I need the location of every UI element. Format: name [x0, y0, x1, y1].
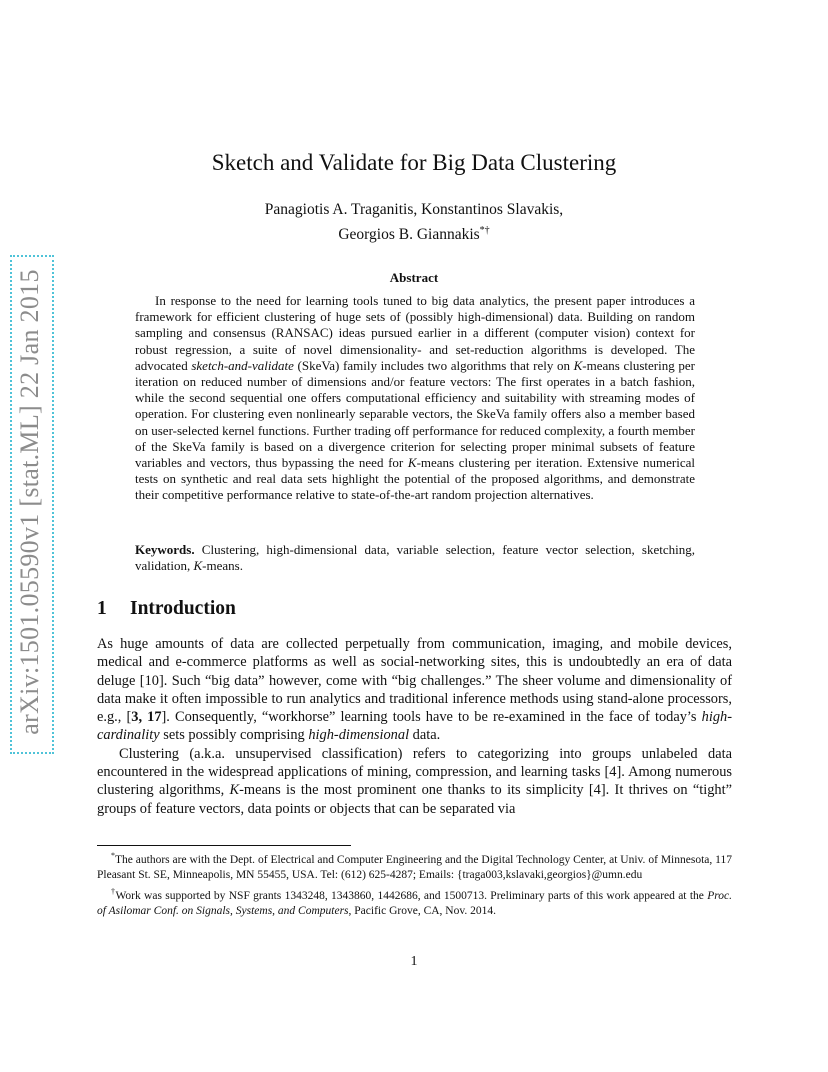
footnote-mark: †	[111, 886, 116, 896]
keywords-math: K	[193, 558, 203, 574]
body-text-run: data.	[409, 727, 441, 744]
footnote-text: , Pacific Grove, CA, Nov. 2014.	[348, 904, 496, 917]
abstract-text: (SkeVa) family includes two algorithms that rely on	[293, 357, 574, 373]
author-line-2	[0, 220, 828, 245]
footnote-mark: *	[111, 851, 115, 860]
author-footnote-marks: *†	[479, 225, 490, 236]
body-paragraph	[97, 745, 732, 818]
author-list	[0, 199, 828, 245]
footnote-text: The authors are with the Dept. of Electrical and Computer Engineering and the Digital Technology Center, at Univ. of Minnesota, 117 Pleasant St. SE, Minneapolis, MN 55455, USA. Tel: (612) 625-4287; Emails: {traga003,kslavaki,georgios}@umn.edu	[97, 853, 732, 881]
abstract-text: -means clustering per iteration. Extensive numerical tests on synthetic and real data sets highlight the potential of the proposed algorithms, and demonstrate their competitive performance relative to state-of-the-art random projection alternatives.	[135, 455, 695, 503]
body-text	[97, 635, 732, 818]
footnotes	[97, 848, 732, 920]
footnote-1	[97, 848, 732, 883]
footnote-emphasis: Proc. of Asilomar Conf. on Signals, Systems, and Computers	[97, 889, 732, 917]
author-line-1: Panagiotis A. Traganitis, Konstantinos Slavakis,	[264, 201, 564, 218]
abstract-text: -means clustering per iteration on reduced number of dimensions and/or feature vectors: The first operates in a batch fashion, while the second sequential one offers computational efficiency and suitability with streaming modes of operation. For clustering even nonlinearly separable vectors, the SkeVa family offers also a member based on user-selected kernel functions. Further trading off performance for reduced complexity, a fourth member of the SkeVa family is based on a divergence criterion for selecting proper minimal subsets of feature variables and vectors, thus bypassing the need for	[135, 357, 695, 471]
footnote-text: Work was supported by NSF grants 1343248, 1343860, 1442686, and 1500713. Preliminary parts of this work appeared at the	[115, 889, 708, 902]
body-emphasis: high-dimensional	[308, 727, 410, 744]
body-text-run: sets possibly comprising	[159, 727, 309, 744]
author-name: Georgios B. Giannakis	[338, 226, 480, 244]
keywords-label: Keywords.	[135, 542, 195, 557]
body-text-run: -means is the most prominent one thanks to its simplicity [4]. It thrives on “tight” groups of feature vectors, data points or objects that can be separated via	[97, 782, 732, 817]
abstract-emphasis: sketch-and-validate	[191, 357, 294, 373]
section-heading	[97, 598, 236, 620]
citation[interactable]: 3, 17	[131, 709, 162, 726]
abstract-math: K	[407, 455, 417, 471]
paper-title: Sketch and Validate for Big Data Clustering	[211, 150, 617, 175]
abstract-math: K	[573, 357, 583, 373]
body-paragraph	[97, 635, 732, 745]
body-text-run: Clustering (a.k.a. unsupervised classification) refers to categorizing into groups unlabeled data encountered in the widespread applications of mining, compression, and learning tasks [4]. Among numerous clustering algorithms,	[97, 745, 732, 799]
keywords-text: -means.	[202, 558, 243, 574]
footnote-rule	[97, 845, 351, 846]
body-math: K	[229, 782, 240, 799]
keywords	[135, 542, 695, 574]
abstract-paragraph	[135, 293, 695, 504]
keywords-text: Clustering, high-dimensional data, variable selection, feature vector selection, sketching, validation,	[135, 542, 695, 574]
abstract-body	[135, 293, 695, 504]
page-number: 1	[410, 954, 418, 969]
arxiv-stamp-text: arXiv:1501.05590v1 [stat.ML] 22 Jan 2015	[15, 269, 44, 735]
abstract-heading: Abstract	[389, 270, 439, 285]
section-title: Introduction	[130, 598, 236, 619]
abstract-text: In response to the need for learning tools tuned to big data analytics, the present paper introduces a framework for efficient clustering of huge sets of (possibly high-dimensional) data. Building on random sampling and consensus (RANSAC) ideas pursued earlier in a different (computer vision) context for robust regression, a suite of novel dimensionality- and set-reduction algorithms is developed. The advocated	[135, 293, 695, 373]
body-text-run: As huge amounts of data are collected perpetually from communication, imaging, and mobile devices, medical and e-commerce platforms as well as social-networking sites, this is undoubtedly an era of data deluge [10]. Such “big data” however, come with “big challenges.” The sheer volume and dimensionality of data make it often impossible to run analytics and traditional inference methods using stand-alone processors, e.g., [	[97, 636, 732, 726]
footnote-2	[97, 884, 732, 919]
body-emphasis: high-cardinality	[97, 709, 733, 744]
body-text-run: ]. Consequently, “workhorse” learning tools have to be re-examined in the face of today’s	[161, 709, 702, 726]
section-number: 1	[97, 598, 107, 619]
